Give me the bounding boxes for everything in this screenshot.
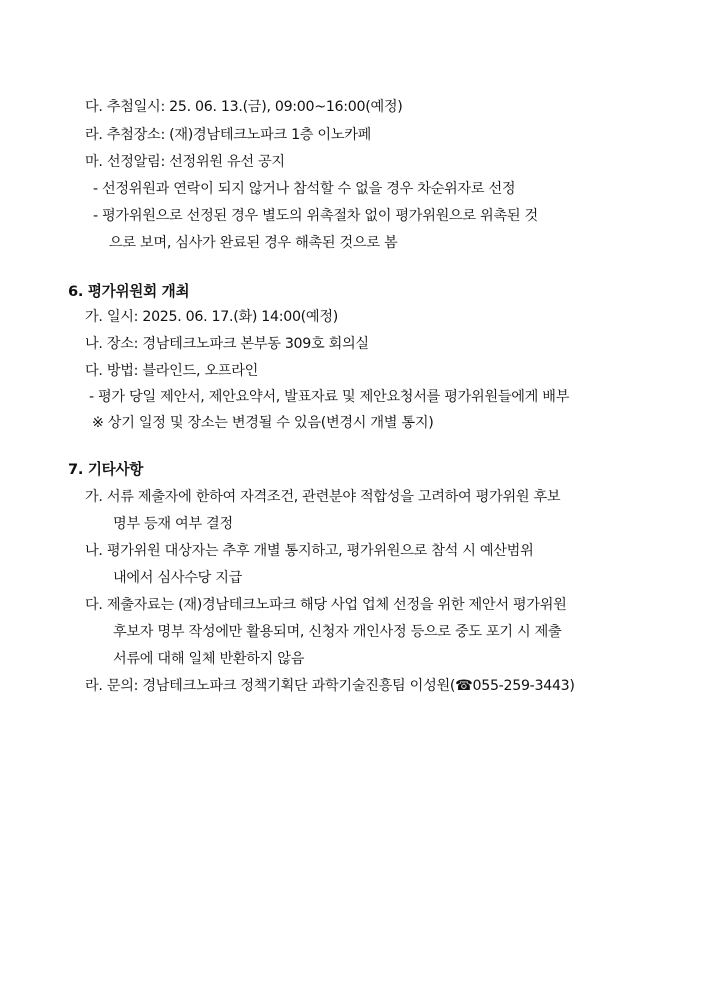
item-label: 나. xyxy=(85,543,103,559)
other-item-ra-contact xyxy=(85,676,575,696)
bullet-line: - 선정위원과 연락이 되지 않거나 참석할 수 없을 경우 차순위자로 선정 xyxy=(93,181,516,197)
item-text: 장소: 경남테크노파크 본부동 309호 회의실 xyxy=(106,336,369,352)
item-label: 라. xyxy=(85,127,103,143)
item-text: 추첨일시: 25. 06. 13.(금), 09:00~16:00(예정) xyxy=(106,99,403,115)
schedule-item-draw-date xyxy=(85,97,403,117)
item-label: 다. xyxy=(85,363,103,379)
item-label: 가. xyxy=(85,489,103,505)
item-text: 제출자료는 (재)경남테크노파크 해당 사업 업체 선정을 위한 제안서 평가위원 xyxy=(106,597,567,613)
other-item-da xyxy=(85,595,567,615)
item-text: 평가위원 대상자는 추후 개별 통지하고, 평가위원으로 참석 시 예산범위 xyxy=(106,543,534,559)
item-text-continued: 내에서 심사수당 지급 xyxy=(113,570,243,586)
item-label: 라. xyxy=(85,678,103,694)
schedule-item-draw-place xyxy=(85,125,371,145)
item-text: 추첨장소: (재)경남테크노파크 1층 이노카페 xyxy=(106,127,372,143)
meeting-item-place xyxy=(85,334,369,354)
bullet-line: - 평가위원으로 선정된 경우 별도의 위촉절차 없이 평가위원으로 위촉된 것 xyxy=(93,208,538,224)
bullet-line: - 평가 당일 제안서, 제안요약서, 발표자료 및 제안요청서를 평가위원들에게 배부 xyxy=(89,389,570,405)
item-text-continued: 서류에 대해 일체 반환하지 않음 xyxy=(113,651,305,667)
item-label: 가. xyxy=(85,309,103,325)
section-heading-6: 6. 평가위원회 개최 xyxy=(68,283,190,300)
item-label: 마. xyxy=(85,154,103,170)
schedule-change-note: ※ 상기 일정 및 장소는 변경될 수 있음(변경시 개별 통지) xyxy=(92,415,434,431)
item-text: 문의: 경남테크노파크 정책기획단 과학기술진흥팀 이성원(☎055-259-3443) xyxy=(106,678,575,694)
item-text: 선정알림: 선정위원 유선 공지 xyxy=(106,154,285,170)
item-label: 다. xyxy=(85,597,103,613)
meeting-item-date xyxy=(85,307,338,327)
item-label: 다. xyxy=(85,99,103,115)
item-text: 일시: 2025. 06. 17.(화) 14:00(예정) xyxy=(106,309,338,325)
meeting-item-method xyxy=(85,361,258,381)
other-item-na xyxy=(85,541,533,561)
schedule-item-notice xyxy=(85,152,285,172)
item-text-continued: 후보자 명부 작성에만 활용되며, 신청자 개인사정 등으로 중도 포기 시 제출 xyxy=(113,624,562,640)
item-text-continued: 명부 등재 여부 결정 xyxy=(113,516,233,532)
section-heading-7: 7. 기타사항 xyxy=(68,461,144,478)
bullet-line-continued: 으로 보며, 심사가 완료된 경우 해촉된 것으로 봄 xyxy=(109,235,398,251)
item-text: 서류 제출자에 한하여 자격조건, 관련분야 적합성을 고려하여 평가위원 후보 xyxy=(106,489,561,505)
item-text: 방법: 블라인드, 오프라인 xyxy=(106,363,259,379)
item-label: 나. xyxy=(85,336,103,352)
other-item-ga xyxy=(85,487,560,507)
